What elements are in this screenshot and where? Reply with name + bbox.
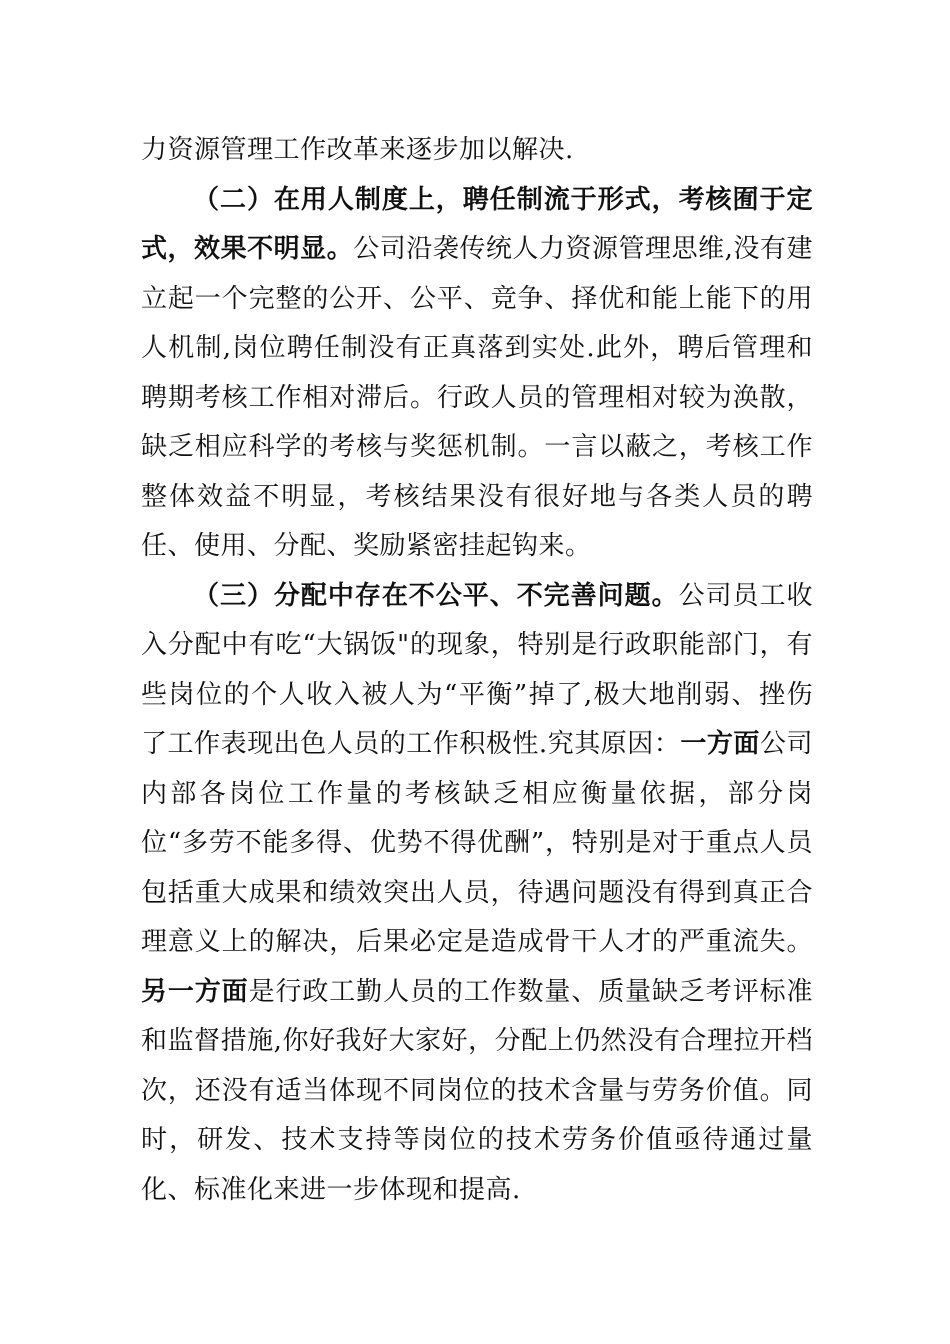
paragraph-text: 公司员工收入分配中有吃“大锅饭"的现象，特别是行政职能部门，有些岗位的个人收入被人为“平衡”掉了,极大地削弱、挫伤了工作表现出色人员的工作积极性.究其原因： [141, 580, 813, 759]
paragraph-text: 公司内部各岗位工作量的考核缺乏相应衡量依据，部分岗位“多劳不能多得、优势不得优酬”，特别是对于重点人员包括重大成果和绩效突出人员，待遇问题没有得到真正合理意义上的解决，后果必定是造成骨干人才的严重流失。 [141, 729, 813, 957]
emphasis-text: 另一方面 [141, 976, 249, 1007]
section-heading: （二）在用人制度上，聘任制流于形式，考核囿于定式，效果不明显。 [141, 184, 813, 264]
section-heading: （三）分配中存在不公平、不完善问题。 [193, 580, 679, 611]
paragraph-text: 是行政工勤人员的工作数量、质量缺乏考评标准和监督措施,你好我好大家好，分配上仍然没有合理拉开档次，还没有适当体现不同岗位的技术含量与劳务价值。同时，研发、技术支持等岗位的技术劳务价值亟待通过量化、标准化来进一步体现和提高. [141, 976, 813, 1205]
emphasis-text: 一方面 [680, 729, 760, 759]
paragraph-text: 公司沿袭传统人力资源管理思维,没有建立起一个完整的公开、公平、竞争、择优和能上能下的用人机制,岗位聘任制没有正真落到实处.此外，聘后管理和聘期考核工作相对滞后。行政人员的管理相对较为涣散，缺乏相应科学的考核与奖惩机制。一言以蔽之，考核工作整体效益不明显，考核结果没有很好地与各类人员的聘任、使用、分配、奖励紧密挂起钩来。 [141, 234, 813, 561]
paragraph-continuation [141, 126, 813, 176]
document-body [141, 126, 813, 1215]
paragraph-text: 力资源管理工作改革来逐步加以解决. [141, 135, 574, 165]
paragraph-section-2 [141, 176, 813, 572]
paragraph-section-3 [141, 572, 813, 1216]
